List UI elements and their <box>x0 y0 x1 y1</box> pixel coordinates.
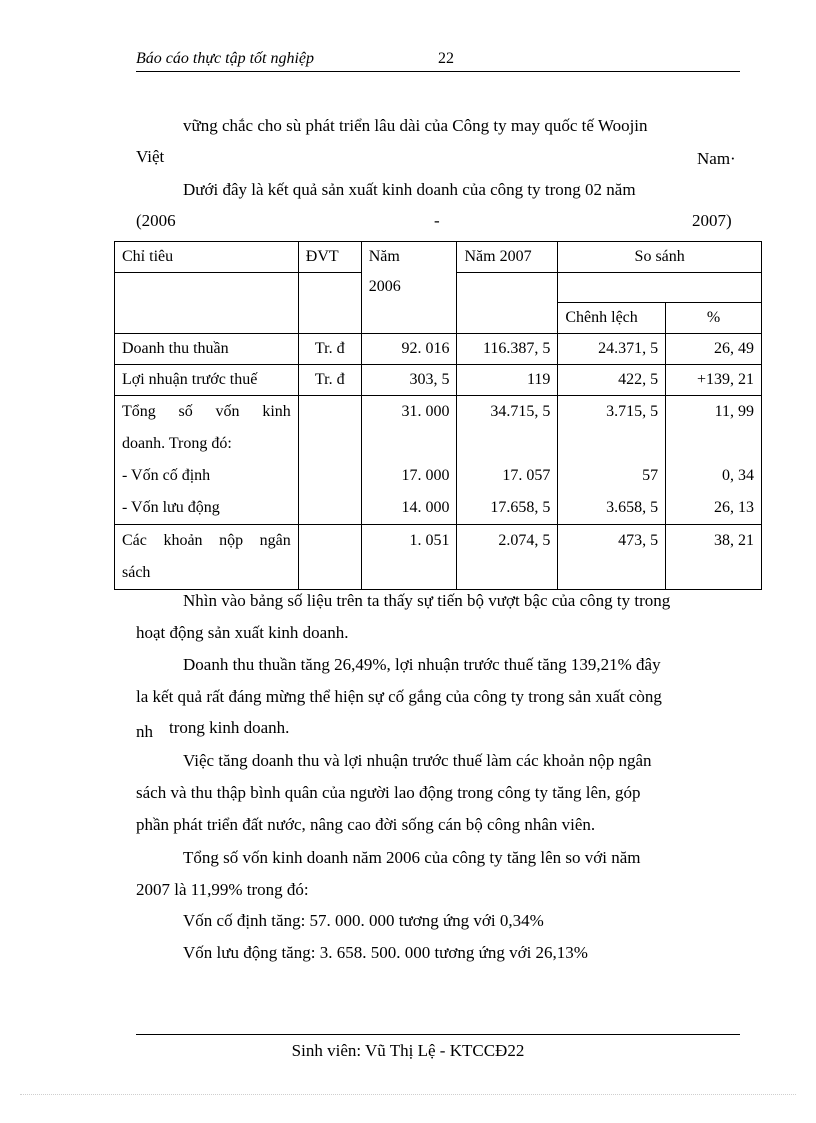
paragraph-line: Nam· <box>697 149 736 168</box>
row-2007: 119 <box>457 364 558 395</box>
paragraph-line: Nhìn vào bảng số liệu trên ta thấy sự tiến bộ vượt bậc của công ty trong <box>183 591 671 610</box>
blank <box>369 428 450 460</box>
capital-working-diff: 3.658, 5 <box>606 498 659 516</box>
footer-rule <box>136 1034 740 1035</box>
row-2007: 116.387, 5 <box>457 333 558 364</box>
capital-unit <box>298 395 361 524</box>
budget-2007: 2.074, 5 <box>457 524 558 589</box>
header-empty <box>457 273 558 334</box>
header-dvt: ĐVT <box>298 242 361 273</box>
header-nam-2007: Năm 2007 <box>457 242 558 273</box>
budget-word: khoản <box>163 531 203 549</box>
budget-pct: 38, 21 <box>666 524 762 589</box>
paragraph-line: phần phát triển đất nước, nâng cao đời sống cán bộ công nhân viên. <box>136 815 596 834</box>
capital-2007 <box>457 395 558 524</box>
header-title: Báo cáo thực tập tốt nghiệp <box>136 50 315 67</box>
table-row <box>115 524 762 589</box>
capital-fixed-2006: 17. 000 <box>401 466 450 484</box>
paragraph-line: Tổng số vốn kinh doanh năm 2006 của công ty tăng lên so với năm <box>183 848 641 867</box>
capital-fixed-label: - Vốn cố định <box>122 466 211 484</box>
capital-pct <box>666 395 762 524</box>
budget-diff: 473, 5 <box>558 524 666 589</box>
budget-label <box>122 525 291 557</box>
table-row <box>115 333 762 364</box>
header-chenh-lech: Chênh lệch <box>558 302 666 333</box>
capital-word: số <box>178 402 193 420</box>
paragraph-line: hoạt động sản xuất kinh doanh. <box>136 623 349 642</box>
capital-word: kinh <box>262 402 291 420</box>
capital-word: vốn <box>215 402 240 420</box>
paragraph-line: Việt <box>136 147 165 166</box>
header-spacer <box>558 273 762 303</box>
page-number: 22 <box>438 50 454 67</box>
paragraph-line: - <box>434 211 440 230</box>
footer-text: Sinh viên: Vũ Thị Lệ - KTCCĐ22 <box>291 1041 525 1060</box>
paragraph-line: (2006 <box>136 211 176 230</box>
capital-label-cell <box>115 395 299 524</box>
capital-total-pct: 11, 99 <box>714 402 754 420</box>
capital-working-2006: 14. 000 <box>401 498 450 516</box>
header-nam-2006 <box>361 242 457 303</box>
row-pct: +139, 21 <box>666 364 762 395</box>
paragraph-line: Việc tăng doanh thu và lợi nhuận trước thuế làm các khoản nộp ngân <box>183 751 652 770</box>
table-row <box>115 364 762 395</box>
budget-label-cell <box>115 524 299 589</box>
paragraph-line: 2007) <box>692 211 732 230</box>
capital-working-label: - Vốn lưu động <box>122 498 220 516</box>
results-table <box>114 241 762 590</box>
blank <box>464 428 550 460</box>
budget-label-2: sách <box>122 563 151 581</box>
header-2006: 2006 <box>368 278 401 295</box>
capital-total-diff: 3.715, 5 <box>606 402 659 420</box>
capital-fixed-2007: 17. 057 <box>502 466 551 484</box>
budget-unit <box>298 524 361 589</box>
budget-word: nộp <box>219 531 244 549</box>
paragraph-line: Vốn cố định tăng: 57. 000. 000 tương ứng với 0,34% <box>183 911 544 930</box>
capital-total-2006: 31. 000 <box>401 402 450 420</box>
capital-total-2007: 34.715, 5 <box>490 402 551 420</box>
header-empty <box>298 273 361 334</box>
row-diff: 24.371, 5 <box>558 333 666 364</box>
header-so-sanh: So sánh <box>558 242 762 273</box>
row-2006: 303, 5 <box>361 364 457 395</box>
row-pct: 26, 49 <box>666 333 762 364</box>
capital-label-2: doanh. Trong đó: <box>122 434 232 452</box>
capital-2006 <box>361 395 457 524</box>
row-2006: 92. 016 <box>361 333 457 364</box>
paragraph-line: trong kinh doanh. <box>169 718 290 737</box>
capital-fixed-pct: 0, 34 <box>722 466 754 484</box>
capital-word: Tổng <box>122 402 156 420</box>
row-diff: 422, 5 <box>558 364 666 395</box>
capital-label <box>122 396 291 428</box>
budget-word: Các <box>122 531 147 549</box>
paragraph-line: la kết quả rất đáng mừng thể hiện sự cố gắng của công ty trong sản xuất còng <box>136 687 662 706</box>
paragraph-line: nh <box>136 722 153 741</box>
header-empty <box>115 273 299 334</box>
row-unit: Tr. đ <box>298 333 361 364</box>
header-percent: % <box>666 302 762 333</box>
page-edge <box>20 1094 796 1095</box>
row-label: Lợi nhuận trước thuế <box>115 364 299 395</box>
row-label: Doanh thu thuần <box>115 333 299 364</box>
paragraph-line: Dưới đây là kết quả sản xuất kinh doanh của công ty trong 02 năm <box>183 180 636 199</box>
row-unit: Tr. đ <box>298 364 361 395</box>
paragraph-line: Vốn lưu động tăng: 3. 658. 500. 000 tương ứng với 26,13% <box>183 943 588 962</box>
blank <box>673 428 754 460</box>
capital-working-pct: 26, 13 <box>714 498 754 516</box>
paragraph-line: 2007 là 11,99% trong đó: <box>136 880 309 899</box>
capital-diff <box>558 395 666 524</box>
header-chi-tieu: Chỉ tiêu <box>115 242 299 273</box>
header-nam: Năm <box>368 248 400 265</box>
header-empty <box>361 302 457 333</box>
budget-2006: 1. 051 <box>361 524 457 589</box>
budget-word: ngân <box>259 531 291 549</box>
paragraph-line: Doanh thu thuần tăng 26,49%, lợi nhuận trước thuế tăng 139,21% đây <box>183 655 661 674</box>
paragraph-line: sách và thu thập bình quân của người lao động trong công ty tăng lên, góp <box>136 783 641 802</box>
blank <box>565 428 658 460</box>
capital-working-2007: 17.658, 5 <box>490 498 551 516</box>
paragraph-line: vững chắc cho sù phát triển lâu dài của Công ty may quốc tế Woojin <box>183 116 648 135</box>
header-rule <box>136 71 740 72</box>
capital-fixed-diff: 57 <box>642 466 659 484</box>
table-row <box>115 395 762 524</box>
